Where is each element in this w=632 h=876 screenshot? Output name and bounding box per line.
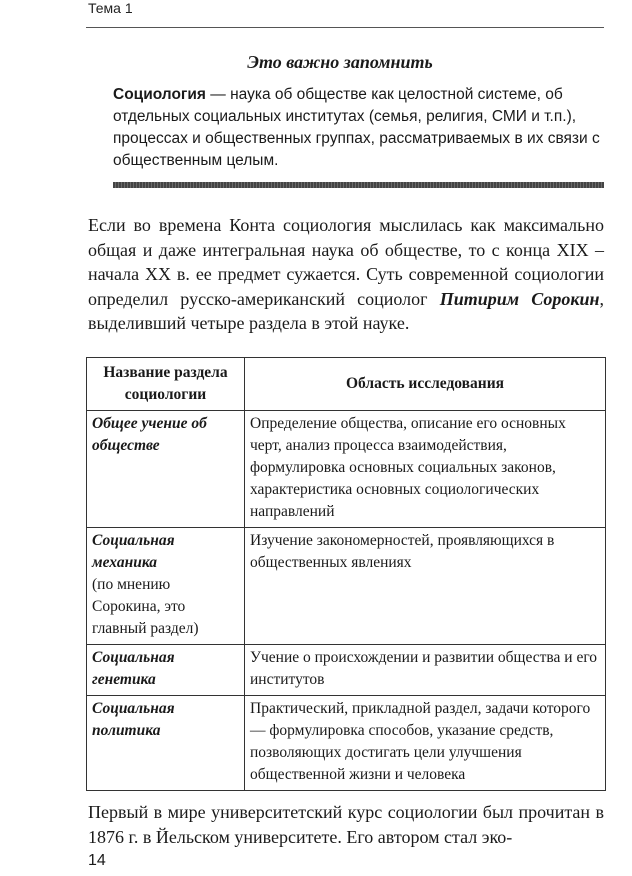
paragraph-intro-tail: , выделивший четыре раздела в этой науке. (88, 288, 604, 333)
sorokin-name: Питирим Сорокин (439, 288, 600, 309)
section-name: Социальная генетика (92, 649, 175, 688)
section-name-cell (87, 645, 245, 696)
page-header-topic: Тема 1 (88, 0, 133, 16)
table-header-row (87, 358, 606, 411)
research-area-cell: Определение общества, описание его основных черт, анализ процесса взаимодействия, формулировка основных социальных законов, характеристика основных социологических направлений (245, 411, 606, 528)
table-row (87, 528, 606, 645)
header-divider (86, 27, 604, 28)
sections-table (86, 357, 606, 791)
table-row (87, 696, 606, 791)
table-header-research-area: Область исследования (245, 358, 606, 411)
research-area-cell: Практический, прикладной раздел, задачи которого — формулировка способов, указание средств, позволяющих достигать цели улучшения общественной жизни и человека (245, 696, 606, 791)
paragraph-intro-text: Если во времена Конта социология мыслилась как максимально общая и даже интегральная наука об обществе, то с конца XIX – начала XX в. ее предмет сужается. Суть современной социологии определил русско-американский социолог (88, 215, 604, 309)
section-name-cell (87, 528, 245, 645)
table-row (87, 411, 606, 528)
definition-term: Социология (113, 86, 206, 103)
section-name: Социальная политика (92, 700, 175, 739)
important-box-title: Это важно запомнить (247, 52, 433, 72)
important-box-divider (113, 182, 604, 188)
section-name: Общее учение об обществе (92, 415, 207, 454)
definition-text: — наука об обществе как целостной системе, об отдельных социальных институтах (семья, религия, СМИ и т.п.), процессах и общественных группах, рассматриваемых в их связи с общественным целым. (113, 86, 600, 169)
section-name-cell (87, 696, 245, 791)
sociology-definition (113, 84, 603, 172)
research-area-cell: Учение о происхождении и развитии общества и его институтов (245, 645, 606, 696)
research-area-cell: Изучение закономерностей, проявляющихся в общественных явлениях (245, 528, 606, 645)
section-name-cell (87, 411, 245, 528)
paragraph-first-course: Первый в мире университетский курс социологии был прочитан в 1876 г. в Йельском университете. Его автором стал эко- (88, 802, 604, 847)
section-note: (по мнению Сорокина, это главный раздел) (92, 576, 199, 637)
page-number: 14 (88, 852, 106, 869)
paragraph-intro (88, 213, 604, 336)
section-name: Социальная механика (92, 532, 175, 571)
table-row (87, 645, 606, 696)
table-header-section-name: Название раздела социологии (87, 358, 245, 411)
